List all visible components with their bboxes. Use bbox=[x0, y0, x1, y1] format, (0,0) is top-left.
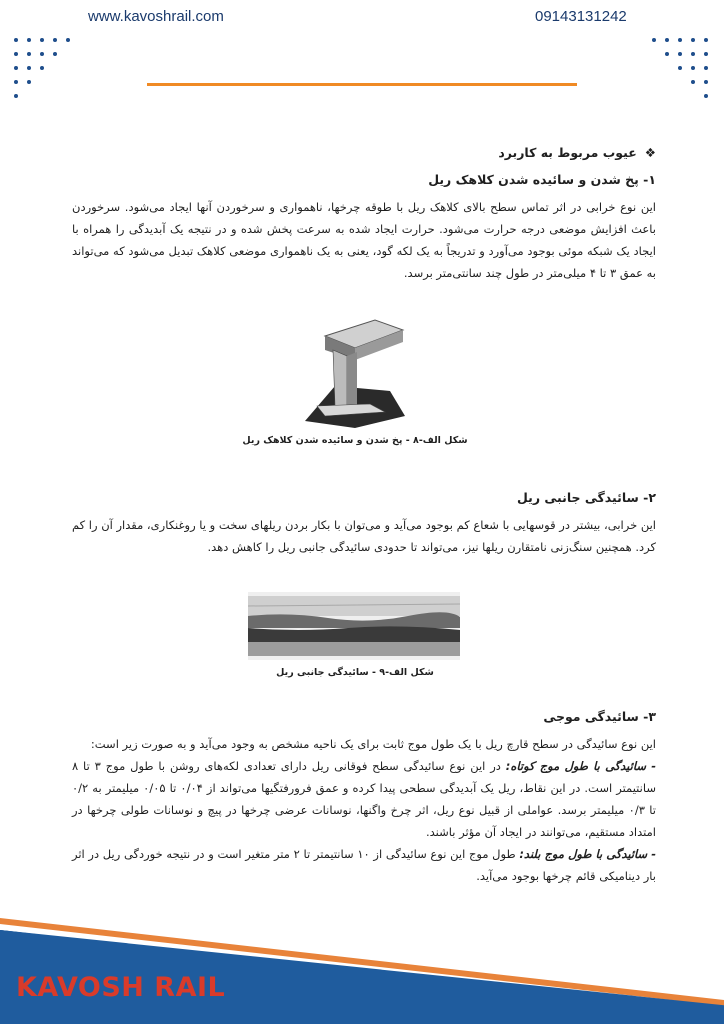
figure-1-caption: شکل الف-۸ - پخ شدن و سائیده شدن کلاهک ریل bbox=[242, 435, 468, 446]
section-title: ❖عیوب مربوط به کاربرد bbox=[498, 145, 656, 160]
list-item: - سائیدگی با طول موج بلند: طول موج این نوع سائیدگی از ۱۰ سانتیمتر تا ۲ متر متغیر است و در نتیجه خوردگی ریل در اثر بار دینامیکی قائم چرخها بوجود می‌آید. bbox=[72, 847, 656, 883]
brand-logo-text: KAVOSH RAIL bbox=[16, 972, 226, 1003]
phone-number: 09143131242 bbox=[535, 8, 627, 25]
list-item: - سائیدگی با طول موج کوتاه: در این نوع سائیدگی سطح فوقانی ریل دارای تعدادی لکه‌های روشن با طول موج ۳ تا ۸ سانتیمتر است. در این نقاط، ریل یک آبدیدگی سطحی پیدا کرده و عمق فرورفتگیها می‌تواند از ۰/۰۴ تا ۰/۰۵ میلیمتر به ۰/۲ تا ۰/۳ میلیمتر برسد. عواملی از قبیل نوع ریل، اثر چرخ واگنها، نوسانات عرضی چرخها در پیچ و نوسانات طولی چرخها در امتداد مستقیم، می‌توانند در ایجاد آن مؤثر باشند. bbox=[72, 759, 656, 839]
paragraph: این نوع سائیدگی در سطح قارچ ریل با یک طول موج ثابت برای یک ناحیه مشخص به وجود می‌آید و به صورت زیر است: bbox=[90, 737, 656, 751]
item-2-heading: ۲- سائیدگی جانبی ریل bbox=[517, 490, 656, 505]
rail-head-figure bbox=[295, 316, 410, 428]
sub-label: - سائیدگی با طول موج کوتاه: bbox=[505, 759, 656, 773]
figure-2-caption: شکل الف-۹ - سائیدگی جانبی ریل bbox=[276, 667, 434, 678]
side-worn-rail-figure bbox=[248, 592, 460, 660]
sub-label: - سائیدگی با طول موج بلند: bbox=[519, 847, 656, 861]
item-3-body bbox=[72, 733, 656, 887]
paragraph: این نوع خرابی در اثر تماس سطح بالای کلاهک ریل با طوقه چرخها، ناهمواری و سرخوردن آنها ایجاد می‌شود. سرخوردن باعث افزایش موضعی درجه حرارت می‌شود. حرارت ایجاد شده به سرعت پخش شده و در نتیجه یک آبدیدگی را همراه با ایجاد یک شبکه موئی بوجود می‌آورد و تدریجاً به یک لکه گود، یعنی به یک ناهمواری موضعی کلاهک تبدیل می‌شود که می‌تواند به عمق ۳ تا ۴ میلی‌متر در طول چند سانتی‌متر برسد. bbox=[72, 200, 656, 280]
website-link[interactable]: www.kavoshrail.com bbox=[88, 8, 224, 25]
item-2-body bbox=[72, 514, 656, 558]
header-divider bbox=[147, 83, 577, 86]
item-3-heading: ۳- سائیدگی موجی bbox=[543, 709, 656, 724]
section-bullet: ❖ bbox=[644, 145, 656, 160]
paragraph: این خرابی، بیشتر در قوسهایی با شعاع کم بوجود می‌آید و می‌توان با بکار بردن ریلهای سخت و یا روغنکاری، مقدار آن را کم کرد. همچنین سنگ‌زنی نامتقارن ریلها نیز، می‌تواند تا حدودی سائیدگی جانبی ریل را کاهش دهد. bbox=[72, 518, 656, 554]
item-1-body bbox=[72, 196, 656, 284]
item-1-heading: ۱- پخ شدن و سائیده شدن کلاهک ریل bbox=[428, 172, 656, 187]
decor-dot-grid-left bbox=[14, 38, 74, 108]
decor-dot-grid-right bbox=[652, 38, 712, 108]
